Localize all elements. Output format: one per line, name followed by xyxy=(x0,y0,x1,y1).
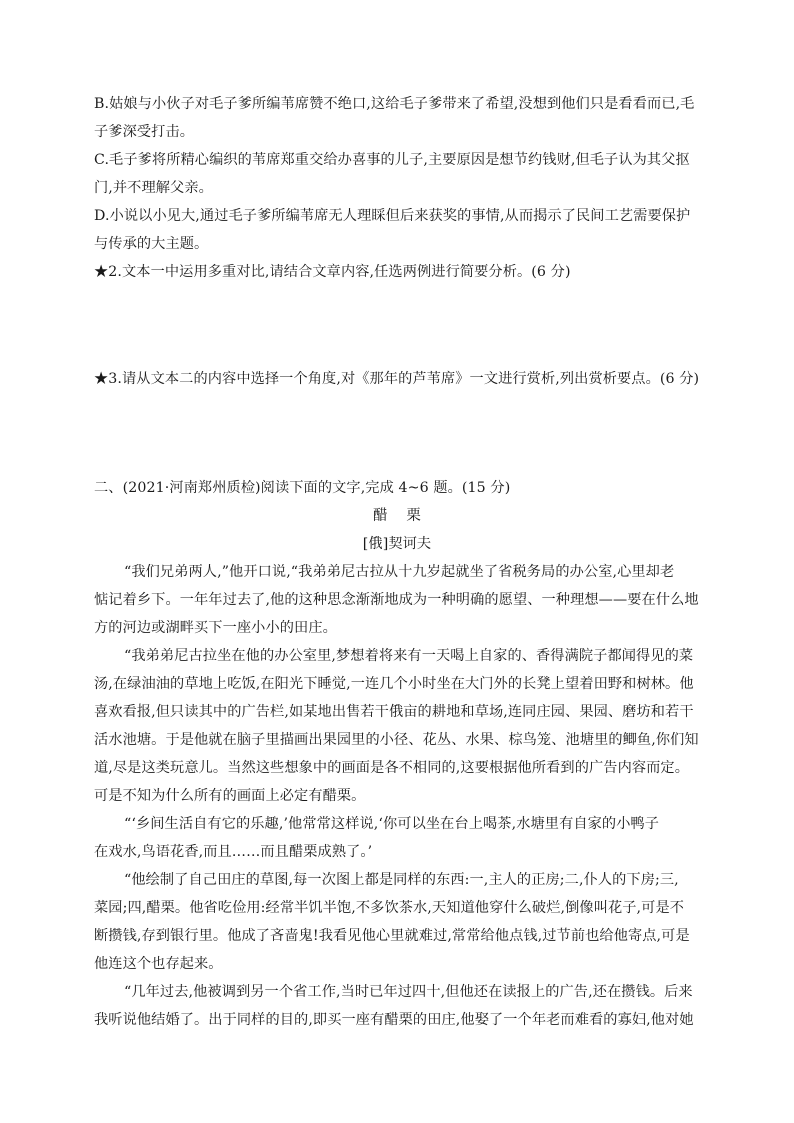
option-c-line-1: C.毛子爹将所精心编织的苇席郑重交给办喜事的儿子,主要原因是想节约钱财,但毛子认为其父抠 xyxy=(94,152,690,168)
option-d-line-1: D.小说以小见大,通过毛子爹所编苇席无人理睬但后来获奖的事情,从而揭示了民间工艺需要保护 xyxy=(94,208,691,224)
passage-line: 断攒钱,存到银行里。他成了吝啬鬼!我看见他心里就难过,常常给他点钱,过节前也给他寄点,可是 xyxy=(94,928,690,944)
passage-line: 方的河边或湖畔买下一座小小的田庄。 xyxy=(94,620,337,636)
passage-line: “‘乡间生活自有它的乐趣,’他常常这样说,‘你可以坐在台上喝茶,水塘里有自家的小鸭子 xyxy=(124,816,660,832)
passage-line: 惦记着乡下。一年年过去了,他的这种思念渐渐地成为一种明确的愿望、一种理想——要在什么地 xyxy=(94,592,699,608)
passage-line: 菜园;四,醋栗。他省吃俭用:经常半饥半饱,不多饮茶水,天知道他穿什么破烂,倒像叫花子,可是不 xyxy=(94,900,685,916)
passage-line: 在戏水,鸟语花香,而且……而且醋栗成熟了。’ xyxy=(94,844,373,860)
option-b-line-1: B.姑娘与小伙子对毛子爹所编苇席赞不绝口,这给毛子爹带来了希望,没想到他们只是看看而已,毛 xyxy=(94,96,695,112)
question-3: ★3.请从文本二的内容中选择一个角度,对《那年的芦苇席》一文进行赏析,列出赏析要点。(6 分) xyxy=(94,371,700,387)
passage-line: 喜欢看报,但只读其中的广告栏,如某地出售若干俄亩的耕地和草场,连同庄园、果园、磨坊和若干 xyxy=(94,704,694,720)
question-2: ★2.文本一中运用多重对比,请结合文章内容,任选两例进行简要分析。(6 分) xyxy=(94,264,571,280)
option-b-line-2: 子爹深受打击。 xyxy=(94,124,195,140)
section-2-heading: 二、(2021·河南郑州质检)阅读下面的文字,完成 4~6 题。(15 分) xyxy=(94,480,511,496)
passage-line: 活水池塘。于是他就在脑子里描画出果园里的小径、花丛、水果、棕鸟笼、池塘里的鲫鱼,你们知 xyxy=(94,732,699,748)
passage-line: “几年过去,他被调到另一个省工作,当时已年过四十,但他还在读报上的广告,还在攒钱。后来 xyxy=(124,984,693,1000)
passage-line: “我弟弟尼古拉坐在他的办公室里,梦想着将来有一天喝上自家的、香得满院子都闻得见的菜 xyxy=(124,648,694,664)
passage-line: 汤,在绿油油的草地上吃饭,在阳光下睡觉,一连几个小时坐在大门外的长凳上望着田野和树林。他 xyxy=(94,676,694,692)
passage-line: 道,尽是这类玩意儿。当然这些想象中的画面是各不相同的,这要根据他所看到的广告内容而定。 xyxy=(94,760,690,776)
passage-line: “我们兄弟两人,”他开口说,“我弟弟尼古拉从十九岁起就坐了省税务局的办公室,心里却老 xyxy=(124,564,675,580)
passage-line: 可是不知为什么所有的画面上必定有醋栗。 xyxy=(94,788,366,804)
passage-line: 他连这个也存起来。 xyxy=(94,956,223,972)
passage-title: 醋 栗 xyxy=(372,508,422,524)
option-c-line-2: 门,并不理解父亲。 xyxy=(94,180,213,196)
passage-line: 我听说他结婚了。出于同样的目的,即买一座有醋栗的田庄,他娶了一个年老而难看的寡妇,他对她 xyxy=(94,1012,694,1028)
option-d-line-2: 与传承的大主题。 xyxy=(94,236,209,252)
passage-line: “他绘制了自己田庄的草图,每一次图上都是同样的东西:一,主人的正房;二,仆人的下房;三, xyxy=(124,872,679,888)
passage-author: [俄]契诃夫 xyxy=(362,536,432,552)
